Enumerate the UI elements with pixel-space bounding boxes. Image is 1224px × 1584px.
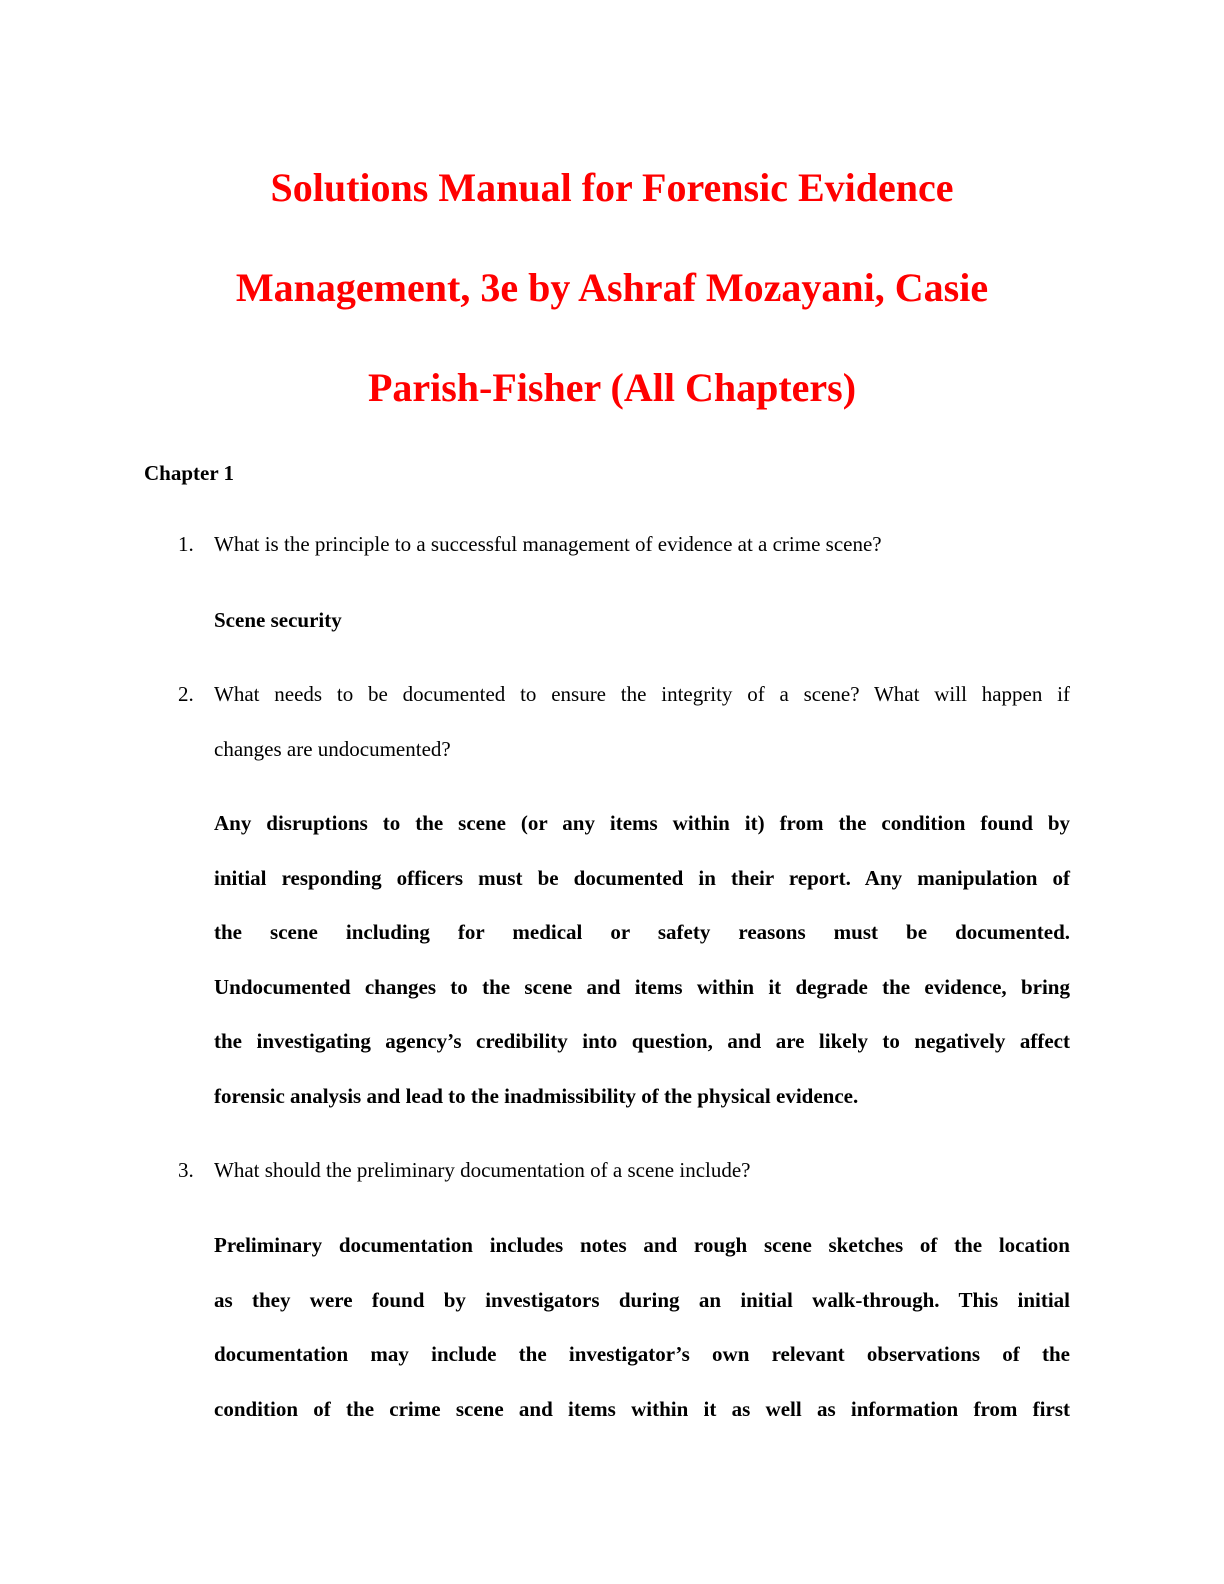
question-text <box>214 667 1070 776</box>
question-text <box>214 517 1070 572</box>
title-line: Management, 3e by Ashraf Mozayani, Casie <box>235 265 989 310</box>
question-number: 2. <box>178 682 194 706</box>
text-line: changes are undocumented? <box>214 736 451 761</box>
text-line: condition of the crime scene and items within it as well as information from first <box>214 1396 1070 1421</box>
text-line: Scene security <box>214 608 342 632</box>
title-line: Solutions Manual for Forensic Evidence <box>270 165 954 210</box>
text-line: documentation may include the investigator’s own relevant observations of the <box>214 1342 1070 1367</box>
text-line: Undocumented changes to the scene and items within it degrade the evidence, bring <box>214 974 1070 999</box>
text-line: the scene including for medical or safety reasons must be documented. <box>214 920 1070 945</box>
text-line: as they were found by investigators during an initial walk-through. This initial <box>214 1287 1070 1312</box>
text-line: What needs to be documented to ensure the integrity of a scene? What will happen if <box>214 682 1070 706</box>
answer-text <box>214 1218 1070 1436</box>
text-line: Any disruptions to the scene (or any items within it) from the condition found by <box>214 811 1070 835</box>
text-line: the investigating agency’s credibility into question, and are likely to negatively affect <box>214 1029 1070 1054</box>
question-number: 1. <box>178 532 194 556</box>
document-title <box>144 138 1080 438</box>
title-line: Parish-Fisher (All Chapters) <box>367 365 857 410</box>
question-number: 3. <box>178 1158 194 1182</box>
text-line: forensic analysis and lead to the inadmissibility of the physical evidence. <box>214 1083 859 1108</box>
chapter-heading: Chapter 1 <box>144 461 235 485</box>
text-line: initial responding officers must be documented in their report. Any manipulation of <box>214 865 1070 890</box>
answer-text <box>214 796 1070 1124</box>
answer-text <box>214 593 1070 648</box>
text-line: What should the preliminary documentation of a scene include? <box>214 1158 751 1182</box>
text-line: What is the principle to a successful management of evidence at a crime scene? <box>214 532 882 556</box>
text-line: Preliminary documentation includes notes and rough scene sketches of the location <box>214 1233 1070 1257</box>
question-text <box>214 1143 1070 1198</box>
